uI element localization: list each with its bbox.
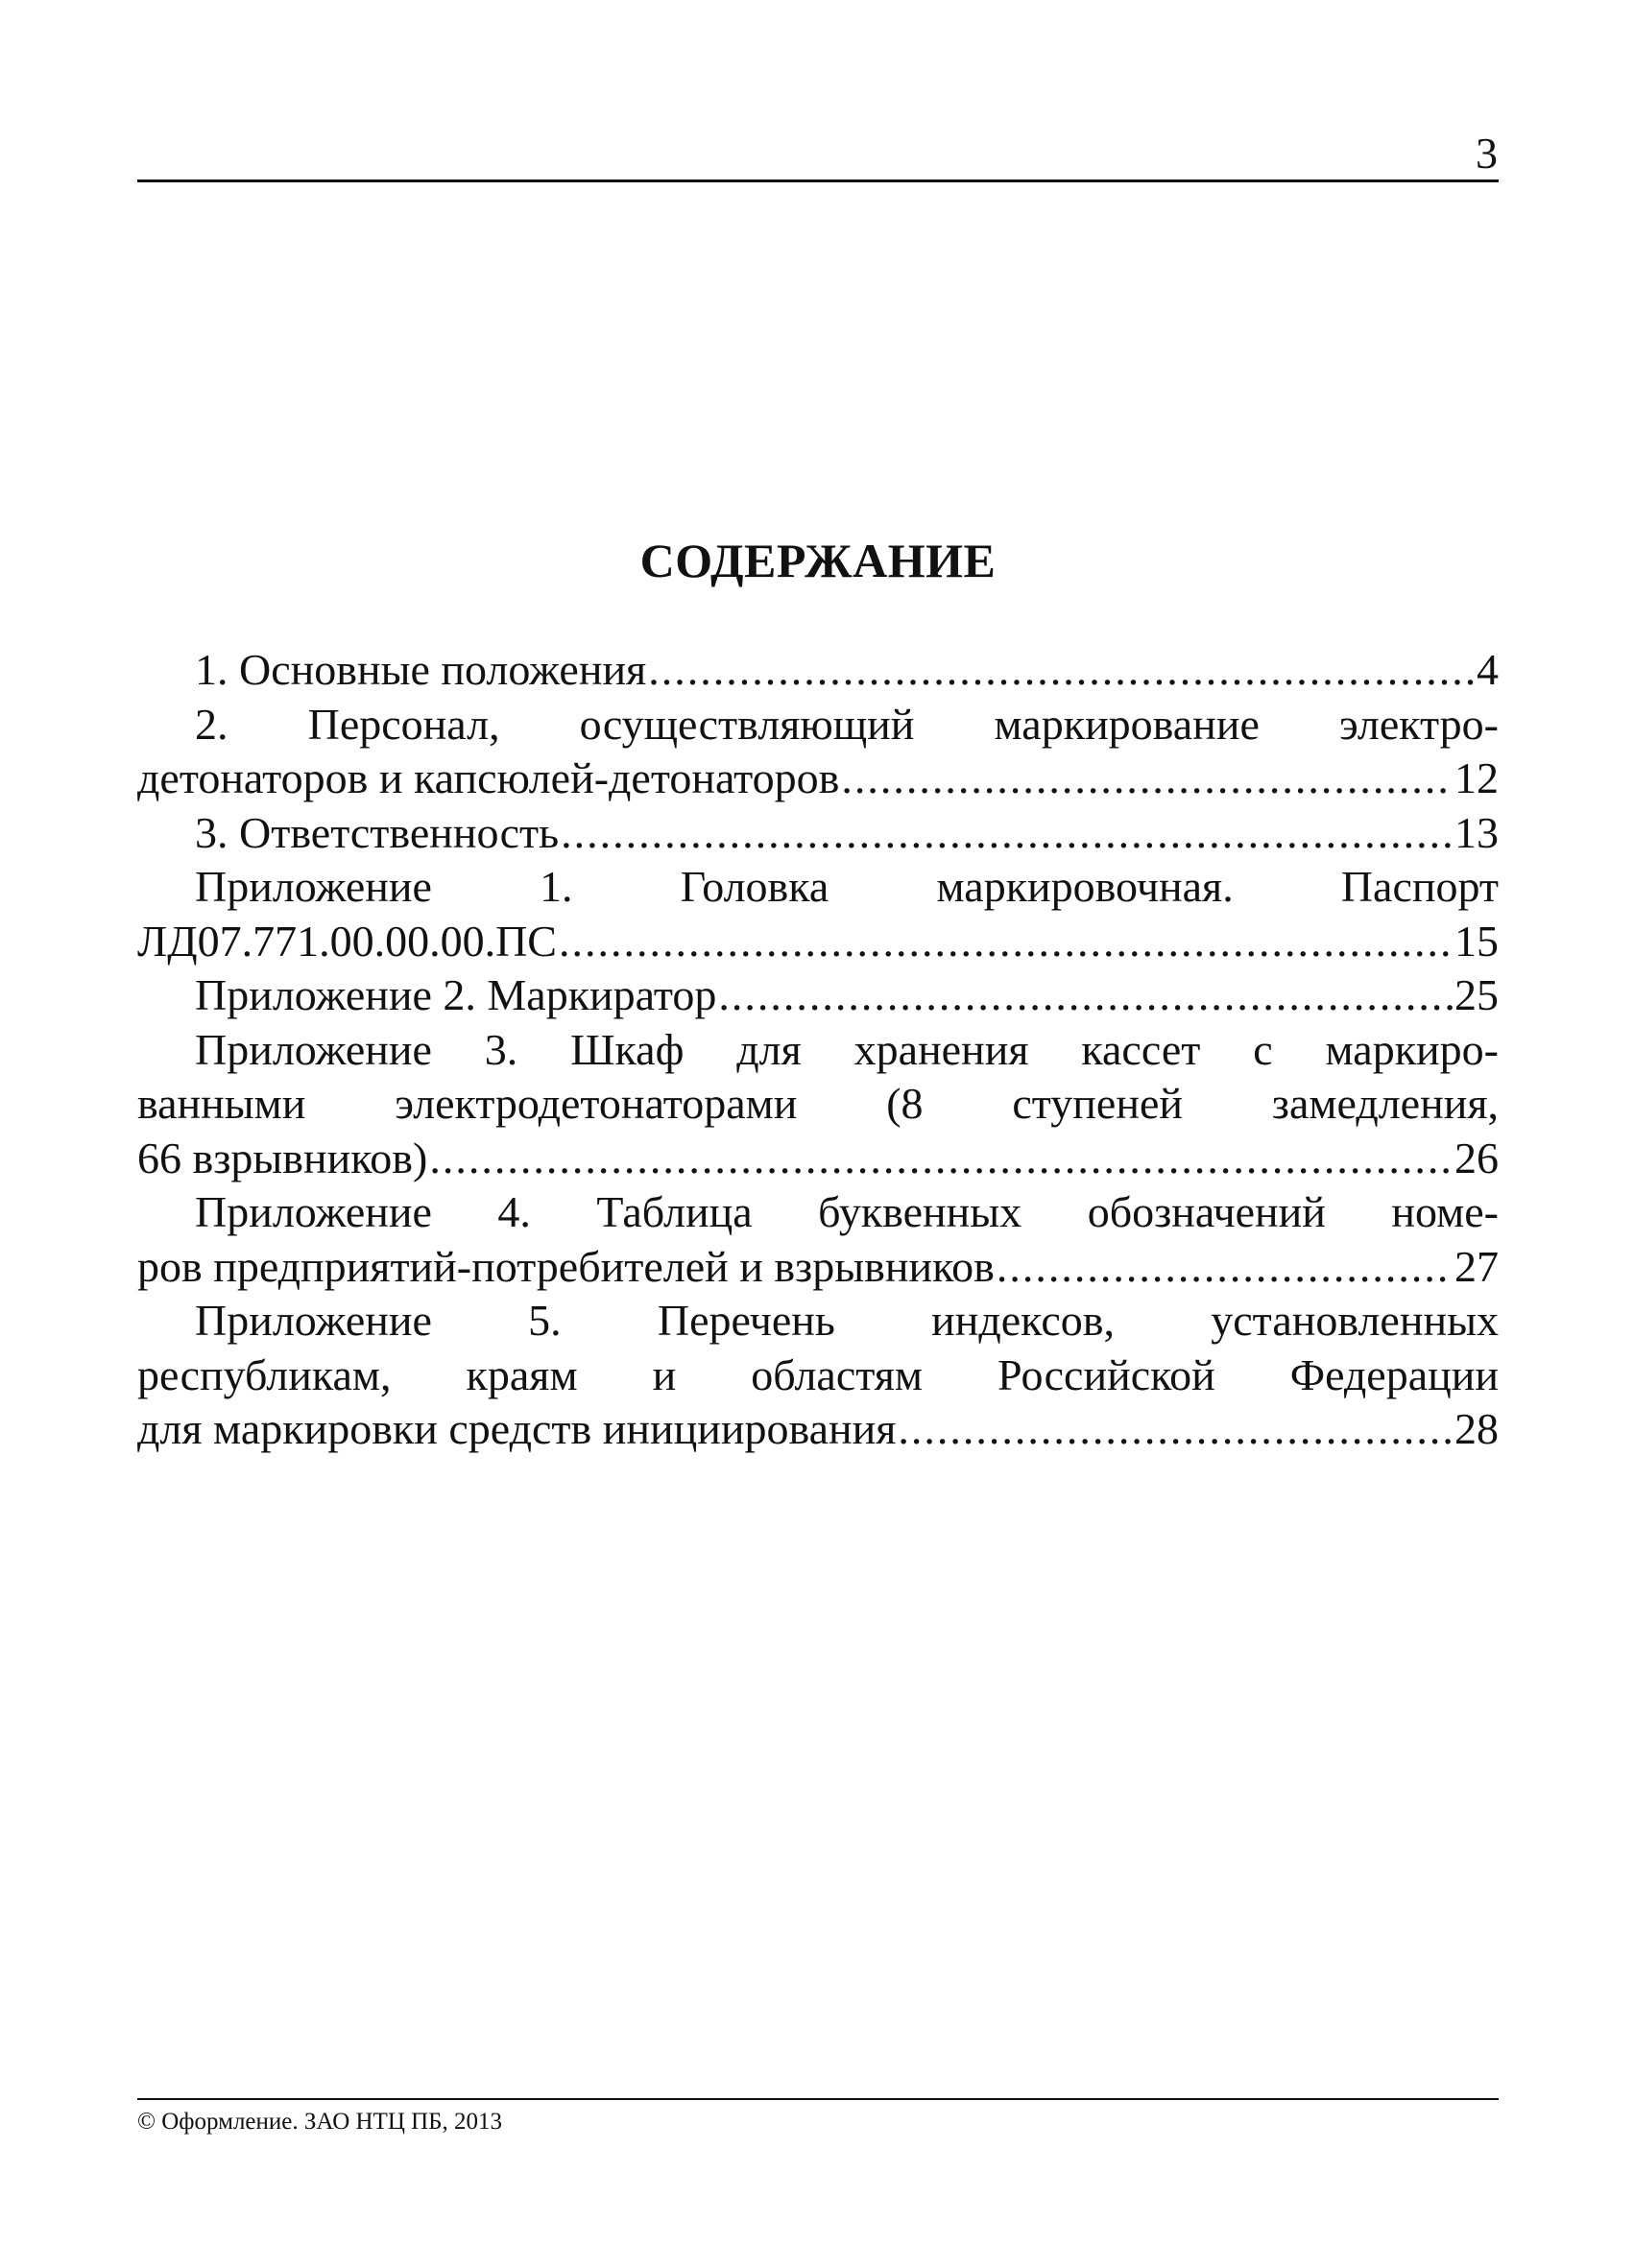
toc-entry-label: 3. Ответственность xyxy=(195,807,560,857)
toc-entry-label: 66 взрывников) xyxy=(137,1133,428,1182)
toc-entry-label: детонаторов и капсюлей-детонаторов xyxy=(137,753,840,802)
toc-entry-label: Приложение 2. Маркиратор xyxy=(195,970,717,1019)
toc-entry-appendix-3[interactable] xyxy=(137,1023,1499,1186)
toc-entry-appendix-4[interactable] xyxy=(137,1185,1499,1294)
toc-line xyxy=(137,752,1499,806)
toc-line xyxy=(137,1240,1499,1295)
dot-leader xyxy=(561,806,1453,861)
toc-line xyxy=(137,806,1499,861)
footer-rule xyxy=(137,2098,1499,2100)
toc-line xyxy=(137,1132,1499,1186)
header-rule xyxy=(137,179,1499,182)
toc-entry-label: для маркировки средств инициирования xyxy=(137,1404,897,1453)
toc-page-number: 13 xyxy=(1454,807,1499,857)
toc-page-number: 4 xyxy=(1477,645,1499,694)
toc-line: Приложение 1. Головка маркировочная. Паспорт xyxy=(195,862,1499,911)
toc-entry-appendix-1[interactable] xyxy=(137,860,1499,968)
toc-line: республикам, краям и областям Российской Федерации xyxy=(137,1349,1499,1399)
dot-leader xyxy=(997,1240,1453,1295)
toc-line: 2. Персонал, осуществляющий маркирование электро- xyxy=(195,699,1499,749)
toc-line: ванными электродетонаторами (8 ступеней замедления, xyxy=(137,1079,1499,1128)
toc-line xyxy=(137,1402,1499,1457)
toc-entry-1[interactable] xyxy=(137,643,1499,698)
toc-entry-label: ЛД07.771.00.00.00.ПС xyxy=(137,916,557,966)
toc-entry-label: 1. Основные положения xyxy=(195,645,647,694)
toc-line xyxy=(137,968,1499,1023)
toc-page-number: 26 xyxy=(1454,1133,1499,1182)
copyright-footer: © Оформление. ЗАО НТЦ ПБ, 2013 xyxy=(137,2109,503,2135)
table-of-contents xyxy=(137,643,1499,1457)
dot-leader xyxy=(648,643,1475,698)
toc-page-number: 15 xyxy=(1454,916,1499,966)
toc-page-number: 25 xyxy=(1454,970,1499,1019)
dot-leader xyxy=(898,1402,1453,1457)
page-number: 3 xyxy=(1476,129,1498,178)
toc-line xyxy=(137,643,1499,698)
toc-entry-2[interactable] xyxy=(137,698,1499,806)
toc-entry-label: ров предприятий-потребителей и взрывников xyxy=(137,1241,995,1291)
toc-line: Приложение 4. Таблица буквенных обозначений номе- xyxy=(195,1187,1499,1236)
toc-entry-3[interactable] xyxy=(137,806,1499,861)
toc-line: Приложение 5. Перечень индексов, установленных xyxy=(195,1296,1499,1345)
toc-page-number: 12 xyxy=(1454,753,1499,802)
dot-leader xyxy=(429,1132,1453,1186)
toc-page-number: 28 xyxy=(1454,1404,1499,1453)
toc-line: Приложение 3. Шкаф для хранения кассет с маркиро- xyxy=(195,1024,1499,1074)
toc-entry-appendix-5[interactable] xyxy=(137,1294,1499,1457)
dot-leader xyxy=(841,752,1453,806)
dot-leader xyxy=(559,915,1453,969)
toc-entry-appendix-2[interactable] xyxy=(137,968,1499,1023)
toc-title: СОДЕРЖАНИЕ xyxy=(639,534,997,587)
toc-page-number: 27 xyxy=(1454,1241,1499,1291)
toc-line xyxy=(137,915,1499,969)
dot-leader xyxy=(718,968,1453,1023)
